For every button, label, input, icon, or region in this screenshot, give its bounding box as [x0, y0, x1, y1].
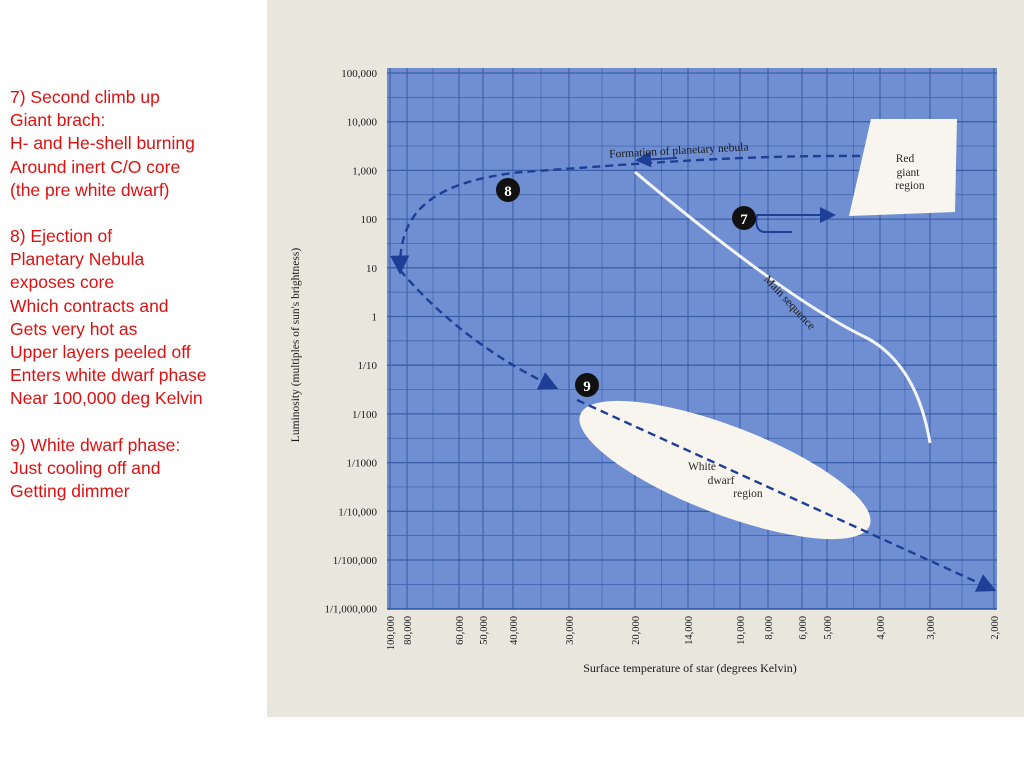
main-sequence-label: Main sequence: [761, 273, 818, 333]
y-tick-label: 100,000: [341, 68, 377, 80]
white-dwarf-label-line: dwarf: [707, 475, 735, 487]
white-dwarf-label-line: region: [733, 488, 763, 500]
x-tick-label: 60,000: [455, 616, 466, 645]
marker-stage-8-label: 8: [504, 184, 512, 200]
y-tick-label: 1/10,000: [338, 506, 377, 519]
note-line: Getting dimmer: [10, 481, 130, 502]
y-axis-label: Luminosity (multiples of sun's brightness): [290, 247, 302, 443]
y-tick-label: 1/100,000: [332, 555, 377, 567]
y-tick-label: 1: [371, 311, 377, 324]
hr-diagram-figure: [267, 0, 1024, 717]
x-tick-label: 5,000: [823, 616, 834, 640]
y-tick-label: 1/10: [357, 360, 377, 373]
note-line: exposes core: [10, 272, 115, 293]
x-tick-label: 2,000: [990, 616, 1001, 640]
x-tick-labels: [386, 616, 1001, 650]
red-giant-label-line: region: [895, 180, 925, 192]
y-tick-label: 10,000: [346, 116, 377, 129]
y-tick-labels: [324, 68, 377, 616]
notes-panel: [10, 86, 268, 503]
note-stage-9: [10, 434, 268, 504]
y-tick-label: 1/1,000,000: [324, 603, 377, 616]
x-tick-label: 4,000: [876, 616, 887, 640]
red-giant-label-line: giant: [896, 167, 920, 179]
note-line: 7) Second climb up: [10, 87, 160, 107]
note-line: Gets very hot as: [10, 318, 138, 339]
white-dwarf-label-line: White: [687, 461, 717, 473]
x-tick-label: 20,000: [631, 616, 642, 645]
x-tick-label: 30,000: [565, 616, 576, 645]
note-line: Around inert C/O core: [10, 156, 181, 177]
note-line: Near 100,000 deg Kelvin: [10, 388, 203, 409]
note-line: Which contracts and: [10, 295, 169, 316]
x-tick-label: 100,000: [386, 616, 397, 651]
marker-stage-7-label: 7: [740, 212, 748, 228]
y-tick-label: 10: [366, 262, 377, 275]
y-tick-label: 1/100: [351, 408, 377, 421]
x-tick-label: 80,000: [403, 616, 414, 645]
note-line: H- and He-shell burning: [10, 133, 195, 154]
hr-diagram: [267, 0, 1024, 717]
x-tick-label: 3,000: [926, 616, 937, 640]
note-stage-7: [10, 86, 268, 202]
note-line: 8) Ejection of: [10, 226, 113, 247]
red-giant-label-line: Red: [895, 153, 915, 165]
marker-stage-8: [496, 178, 520, 202]
x-tick-label: 8,000: [764, 616, 775, 640]
note-stage-8: [10, 225, 268, 411]
note-line: Upper layers peeled off: [10, 342, 191, 363]
x-tick-label: 14,000: [684, 616, 695, 645]
marker-stage-7: [732, 206, 756, 230]
note-line: (the pre white dwarf): [10, 179, 170, 200]
x-tick-label: 10,000: [736, 616, 747, 645]
marker-stage-9-label: 9: [583, 379, 591, 395]
y-tick-label: 1,000: [352, 165, 377, 178]
nebula-label: Formation of planetary nebula: [608, 141, 749, 161]
x-axis-label: Surface temperature of star (degrees Kelvin): [583, 661, 797, 675]
note-line: Planetary Nebula: [10, 249, 145, 270]
x-tick-label: 40,000: [509, 616, 520, 645]
y-tick-label: 100: [360, 214, 377, 227]
note-line: Giant brach:: [10, 110, 106, 131]
note-line: Just cooling off and: [10, 457, 161, 478]
x-tick-label: 6,000: [798, 616, 809, 640]
note-line: Enters white dwarf phase: [10, 365, 207, 386]
y-tick-label: 1/1000: [346, 457, 377, 470]
marker-stage-9: [575, 373, 599, 397]
note-line: 9) White dwarf phase:: [10, 434, 181, 455]
x-tick-label: 50,000: [479, 616, 490, 645]
